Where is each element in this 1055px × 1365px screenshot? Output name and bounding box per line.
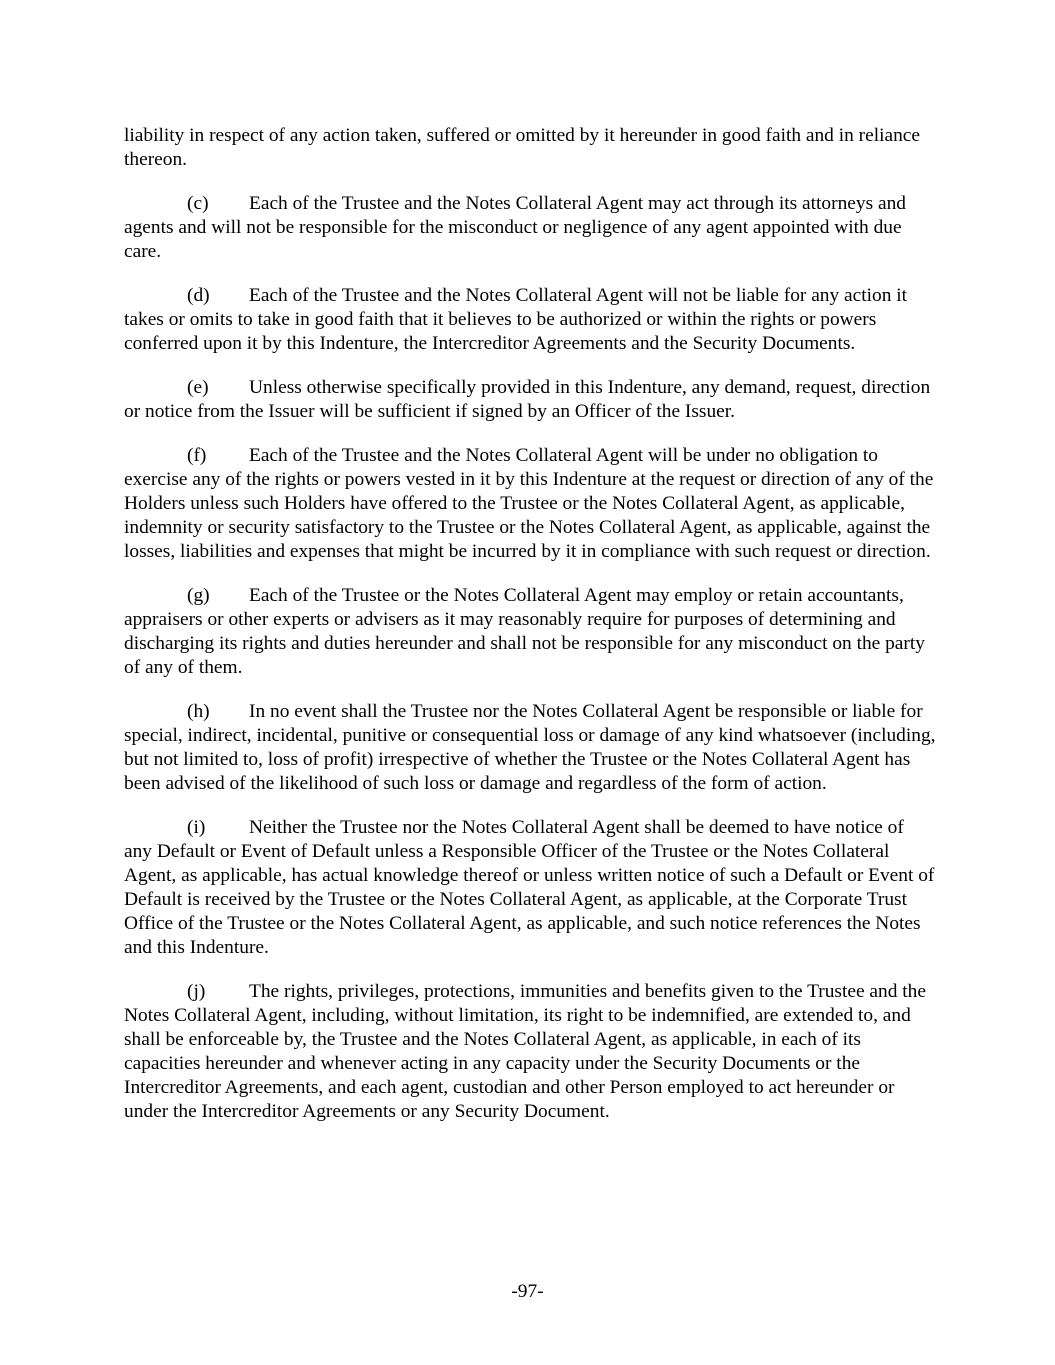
paragraph-text: Neither the Trustee nor the Notes Collateral Agent shall be deemed to have notice of any Default or Event of Default unless a Responsible Officer of the Trustee or the Notes Collateral Agent, as applicable, has actual knowledge thereof or unless written notice of such a Default or Event of Default is received by the Trustee or the Notes Collateral Agent, as applicable, at the Corporate Trust Office of the Trustee or the Notes Collateral Agent, as applicable, and such notice references the Notes and this Indenture. xyxy=(124,817,935,958)
paragraph-i xyxy=(124,816,936,960)
paragraph-text: Each of the Trustee and the Notes Collateral Agent will not be liable for any action it takes or omits to take in good faith that it believes to be authorized or within the rights or powers conferred upon it by this Indenture, the Intercreditor Agreements and the Security Documents. xyxy=(124,285,908,354)
paragraph-label: (e) xyxy=(187,377,209,398)
paragraph-text: Each of the Trustee and the Notes Collateral Agent may act through its attorneys and agents and will not be responsible for the misconduct or negligence of any agent appointed with due care. xyxy=(124,193,906,262)
paragraph-label: (f) xyxy=(187,445,207,466)
paragraph-label: (h) xyxy=(187,701,210,722)
paragraph-g xyxy=(124,584,936,680)
paragraph-h xyxy=(124,700,936,796)
paragraph-c xyxy=(124,192,936,264)
paragraph-label: (g) xyxy=(187,585,210,606)
paragraph-label: (j) xyxy=(187,981,206,1002)
paragraph-label: (c) xyxy=(187,193,209,214)
paragraph-label: (d) xyxy=(187,285,210,306)
paragraph-label: (i) xyxy=(187,817,206,838)
page-number: -97- xyxy=(511,1281,544,1302)
paragraph-e xyxy=(124,376,936,424)
continuation-paragraph: liability in respect of any action taken, suffered or omitted by it hereunder in good faith and in reliance thereon. xyxy=(124,125,921,170)
paragraph-text: Unless otherwise specifically provided in this Indenture, any demand, request, direction or notice from the Issuer will be sufficient if signed by an Officer of the Issuer. xyxy=(124,377,931,422)
paragraph-f xyxy=(124,444,936,564)
paragraph-d xyxy=(124,284,936,356)
paragraph-j xyxy=(124,980,936,1124)
paragraph-text: In no event shall the Trustee nor the Notes Collateral Agent be responsible or liable for special, indirect, incidental, punitive or consequential loss or damage of any kind whatsoever (including, but not limited to, loss of profit) irrespective of whether the Trustee or the Notes Collateral Agent has been advised of the likelihood of such loss or damage and regardless of the form of action. xyxy=(124,701,936,794)
document-body xyxy=(124,124,936,1144)
paragraph-text: The rights, privileges, protections, immunities and benefits given to the Trustee and the Notes Collateral Agent, including, without limitation, its right to be indemnified, are extended to, and shall be enforceable by, the Trustee and the Notes Collateral Agent, as applicable, in each of its capacities hereunder and whenever acting in any capacity under the Security Documents or the Intercreditor Agreements, and each agent, custodian and other Person employed to act hereunder or under the Intercreditor Agreements or any Security Document. xyxy=(124,981,926,1122)
paragraph-text: Each of the Trustee and the Notes Collateral Agent will be under no obligation to exercise any of the rights or powers vested in it by this Indenture at the request or direction of any of the Holders unless such Holders have offered to the Trustee or the Notes Collateral Agent, as applicable, indemnity or security satisfactory to the Trustee or the Notes Collateral Agent, as applicable, against the losses, liabilities and expenses that might be incurred by it in compliance with such request or direction. xyxy=(124,445,934,562)
paragraph-text: Each of the Trustee or the Notes Collateral Agent may employ or retain accountants, appraisers or other experts or advisers as it may reasonably require for purposes of determining and discharging its rights and duties hereunder and shall not be responsible for any misconduct on the party of any of them. xyxy=(124,585,925,678)
